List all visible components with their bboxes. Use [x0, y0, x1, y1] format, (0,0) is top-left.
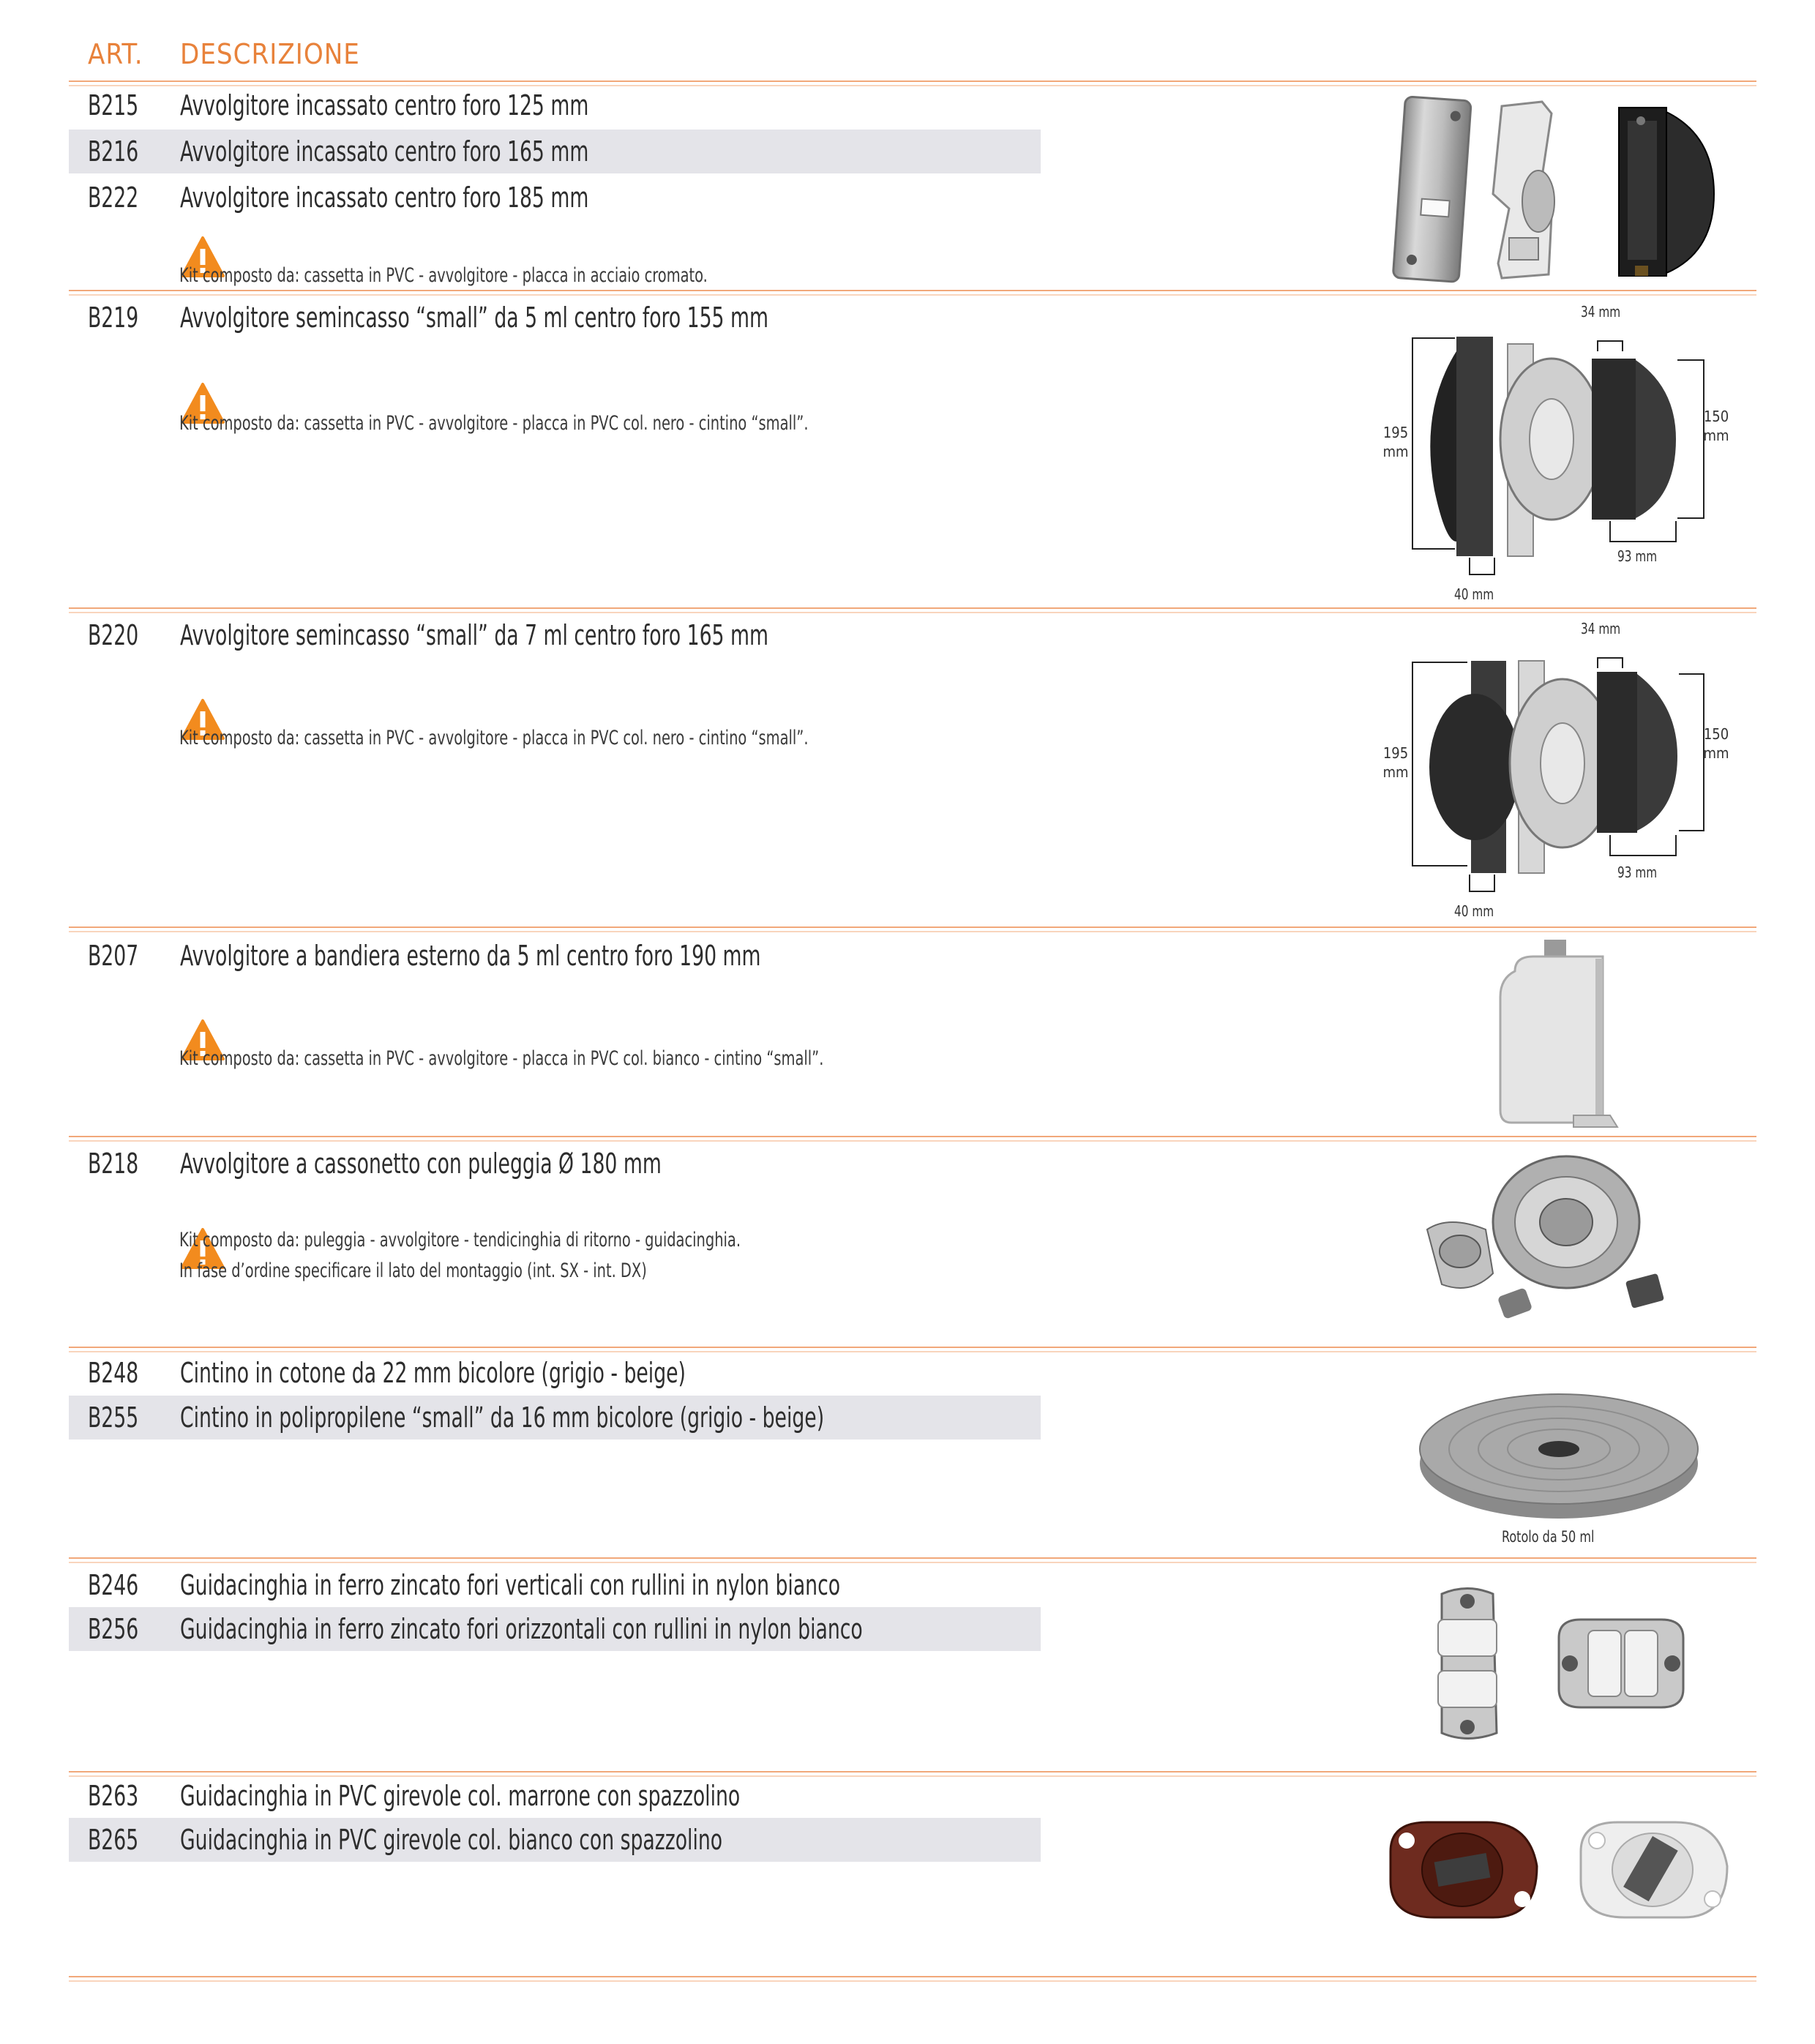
article-description: Avvolgitore semincasso “small” da 7 ml centro foro 165 mm	[180, 619, 768, 651]
article-code: B216	[88, 135, 139, 168]
article-code: B218	[88, 1148, 139, 1180]
article-code: B222	[88, 181, 139, 214]
divider	[69, 607, 1756, 609]
table-row	[69, 296, 1041, 340]
table-row	[69, 1351, 1041, 1395]
kit-note: Kit composto da: cassetta in PVC - avvolgitore - placca in PVC col. bianco - cintino “small”.	[179, 1047, 824, 1070]
divider	[69, 81, 1756, 82]
article-code: B219	[88, 302, 139, 334]
table-row	[69, 1818, 1041, 1862]
article-description: Guidacinghia in ferro zincato fori verticali con rullini in nylon bianco	[180, 1569, 841, 1601]
article-description: Avvolgitore incassato centro foro 185 mm	[180, 181, 589, 214]
article-description: Guidacinghia in ferro zincato fori orizzontali con rullini in nylon bianco	[180, 1613, 863, 1645]
dimension-label: 195 mm	[1382, 424, 1409, 460]
article-description: Guidacinghia in PVC girevole col. bianco con spazzolino	[180, 1824, 723, 1856]
divider	[69, 1980, 1756, 1982]
divider	[69, 926, 1756, 928]
roll-caption: Rotolo da 50 ml	[1502, 1528, 1595, 1546]
article-description: Cintino in cotone da 22 mm bicolore (grigio - beige)	[180, 1357, 686, 1389]
external-flag-winder-image	[1493, 938, 1625, 1128]
table-row	[69, 130, 1041, 173]
dimension-label: 40 mm	[1454, 585, 1494, 603]
dimension-label: 34 mm	[1581, 620, 1621, 637]
article-description: Avvolgitore incassato centro foro 125 mm	[180, 89, 589, 121]
dimension-label: 34 mm	[1581, 303, 1621, 321]
dimension-label: 40 mm	[1454, 902, 1494, 920]
header-art: ART.	[88, 38, 143, 70]
article-code: B220	[88, 619, 139, 651]
belt-roll-image	[1412, 1376, 1705, 1522]
table-row	[69, 176, 1041, 220]
divider	[69, 931, 1756, 932]
table-row	[69, 1774, 1041, 1818]
kit-note: Kit composto da: puleggia - avvolgitore - tendicinghia di ritorno - guidacinghia.	[179, 1229, 741, 1251]
table-row	[69, 83, 1041, 127]
dimension-label: 93 mm	[1617, 864, 1658, 881]
table-row	[69, 1142, 1041, 1186]
article-code: B246	[88, 1569, 139, 1601]
article-code: B248	[88, 1357, 139, 1389]
dimension-label: 93 mm	[1617, 547, 1658, 565]
kit-note: Kit composto da: cassetta in PVC - avvolgitore - placca in acciaio cromato.	[179, 264, 708, 287]
dimension-label: 195 mm	[1382, 744, 1409, 781]
divider	[69, 1557, 1756, 1559]
divider	[69, 1136, 1756, 1137]
dimension-label: 150 mm	[1703, 725, 1729, 762]
kit-note: Kit composto da: cassetta in PVC - avvolgitore - placca in PVC col. nero - cintino “small”.	[179, 727, 809, 749]
table-row	[69, 1607, 1041, 1651]
semi-recessed-winder-image	[1405, 322, 1713, 585]
article-description: Avvolgitore incassato centro foro 165 mm	[180, 135, 589, 168]
table-row	[69, 934, 1041, 978]
article-code: B265	[88, 1824, 139, 1856]
pulley-winder-kit-image	[1420, 1149, 1698, 1339]
kit-note: In fase d’ordine specificare il lato del montaggio (int. SX - int. DX)	[179, 1259, 647, 1282]
recessed-winder-kit-image	[1392, 91, 1758, 285]
article-description: Avvolgitore a cassonetto con puleggia Ø 180 mm	[180, 1148, 662, 1180]
article-code: B207	[88, 940, 139, 972]
semi-recessed-winder-image	[1405, 639, 1713, 902]
article-description: Avvolgitore semincasso “small” da 5 ml centro foro 155 mm	[180, 302, 768, 334]
article-code: B256	[88, 1613, 139, 1645]
belt-guide-steel-image	[1412, 1587, 1705, 1744]
table-row	[69, 1396, 1041, 1440]
article-description: Guidacinghia in PVC girevole col. marrone con spazzolino	[180, 1780, 741, 1812]
article-description: Avvolgitore a bandiera esterno da 5 ml centro foro 190 mm	[180, 940, 761, 972]
belt-guide-pvc-image	[1383, 1808, 1734, 1932]
divider	[69, 1771, 1756, 1772]
article-description: Cintino in polipropilene “small” da 16 mm bicolore (grigio - beige)	[180, 1401, 825, 1434]
article-code: B263	[88, 1780, 139, 1812]
article-code: B215	[88, 89, 139, 121]
table-row	[69, 1563, 1041, 1607]
header-descrizione: DESCRIZIONE	[180, 38, 360, 70]
kit-note: Kit composto da: cassetta in PVC - avvolgitore - placca in PVC col. nero - cintino “small”.	[179, 412, 809, 435]
dimension-label: 150 mm	[1703, 408, 1729, 444]
table-row	[69, 613, 1041, 657]
divider	[69, 1976, 1756, 1977]
divider	[69, 1347, 1756, 1348]
divider	[69, 290, 1756, 291]
article-code: B255	[88, 1401, 139, 1434]
